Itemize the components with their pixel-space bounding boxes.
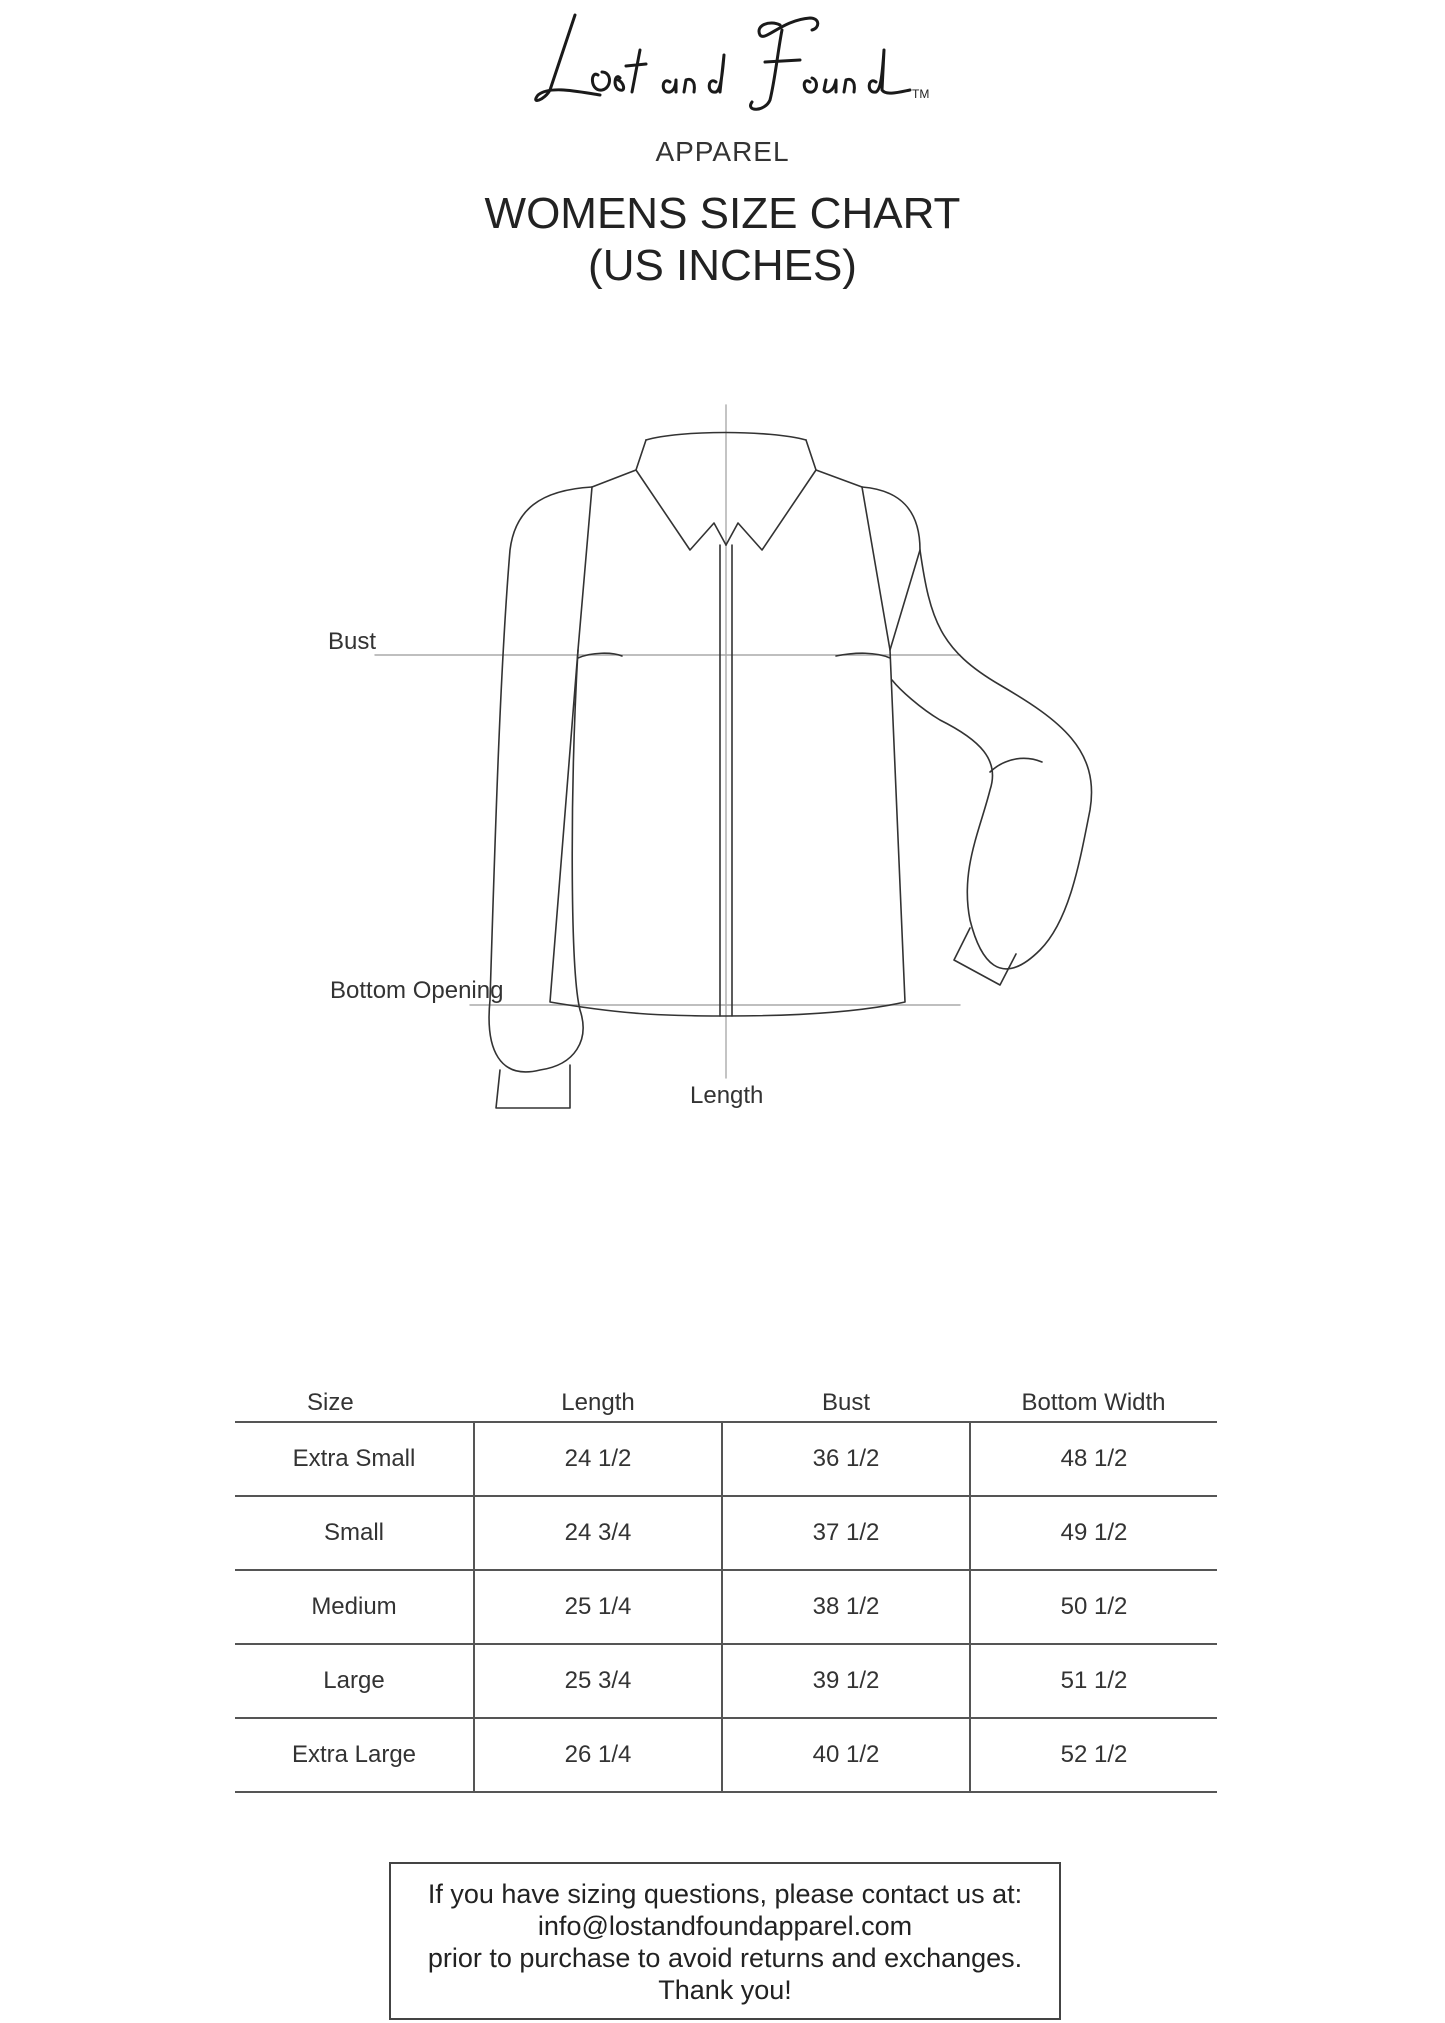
length-cell: 24 3/4: [474, 1496, 722, 1570]
page-title: [0, 188, 1445, 292]
contact-line-1: If you have sizing questions, please contact us at:: [427, 1879, 1023, 1909]
size-cell: Large: [235, 1644, 474, 1718]
bottom-width-cell: 48 1/2: [970, 1422, 1217, 1496]
bottom-opening-label: Bottom Opening: [330, 977, 504, 1004]
table-row: [235, 1718, 1217, 1792]
bust-label: Bust: [328, 628, 377, 655]
bottom-width-cell: 49 1/2: [970, 1496, 1217, 1570]
header-length: Length: [474, 1375, 722, 1422]
brand-logo: [520, 0, 940, 120]
bust-cell: 39 1/2: [722, 1644, 970, 1718]
size-cell: Small: [235, 1496, 474, 1570]
bust-cell: 38 1/2: [722, 1570, 970, 1644]
header-bottom-width: Bottom Width: [970, 1375, 1217, 1422]
length-label: Length: [690, 1082, 764, 1109]
header-bust: Bust: [722, 1375, 970, 1422]
header-size: Size: [235, 1375, 474, 1422]
bust-cell: 36 1/2: [722, 1422, 970, 1496]
bust-cell: 37 1/2: [722, 1496, 970, 1570]
contact-email[interactable]: info@lostandfoundapparel.com: [537, 1911, 913, 1941]
brand-subtitle: APPAREL: [655, 136, 790, 167]
length-cell: 25 3/4: [474, 1644, 722, 1718]
length-cell: 24 1/2: [474, 1422, 722, 1496]
length-cell: 26 1/4: [474, 1718, 722, 1792]
table-row: [235, 1644, 1217, 1718]
size-cell: Medium: [235, 1570, 474, 1644]
title-line-1: WOMENS SIZE CHART: [484, 189, 961, 238]
bottom-width-cell: 52 1/2: [970, 1718, 1217, 1792]
bottom-width-cell: 50 1/2: [970, 1570, 1217, 1644]
contact-box: [389, 1862, 1061, 2020]
bust-cell: 40 1/2: [722, 1718, 970, 1792]
contact-line-3: prior to purchase to avoid returns and exchanges.: [427, 1943, 1023, 1973]
svg-text:TM: TM: [912, 87, 930, 101]
contact-line-4: Thank you!: [658, 1975, 792, 2005]
size-cell: Extra Large: [235, 1718, 474, 1792]
table-row: [235, 1496, 1217, 1570]
size-table: [235, 1375, 1217, 1793]
bottom-width-cell: 51 1/2: [970, 1644, 1217, 1718]
length-cell: 25 1/4: [474, 1570, 722, 1644]
table-row: [235, 1570, 1217, 1644]
title-line-2: (US INCHES): [588, 241, 857, 290]
table-row: [235, 1422, 1217, 1496]
shirt-diagram: [300, 390, 1160, 1130]
size-cell: Extra Small: [235, 1422, 474, 1496]
table-header-row: [235, 1375, 1217, 1422]
